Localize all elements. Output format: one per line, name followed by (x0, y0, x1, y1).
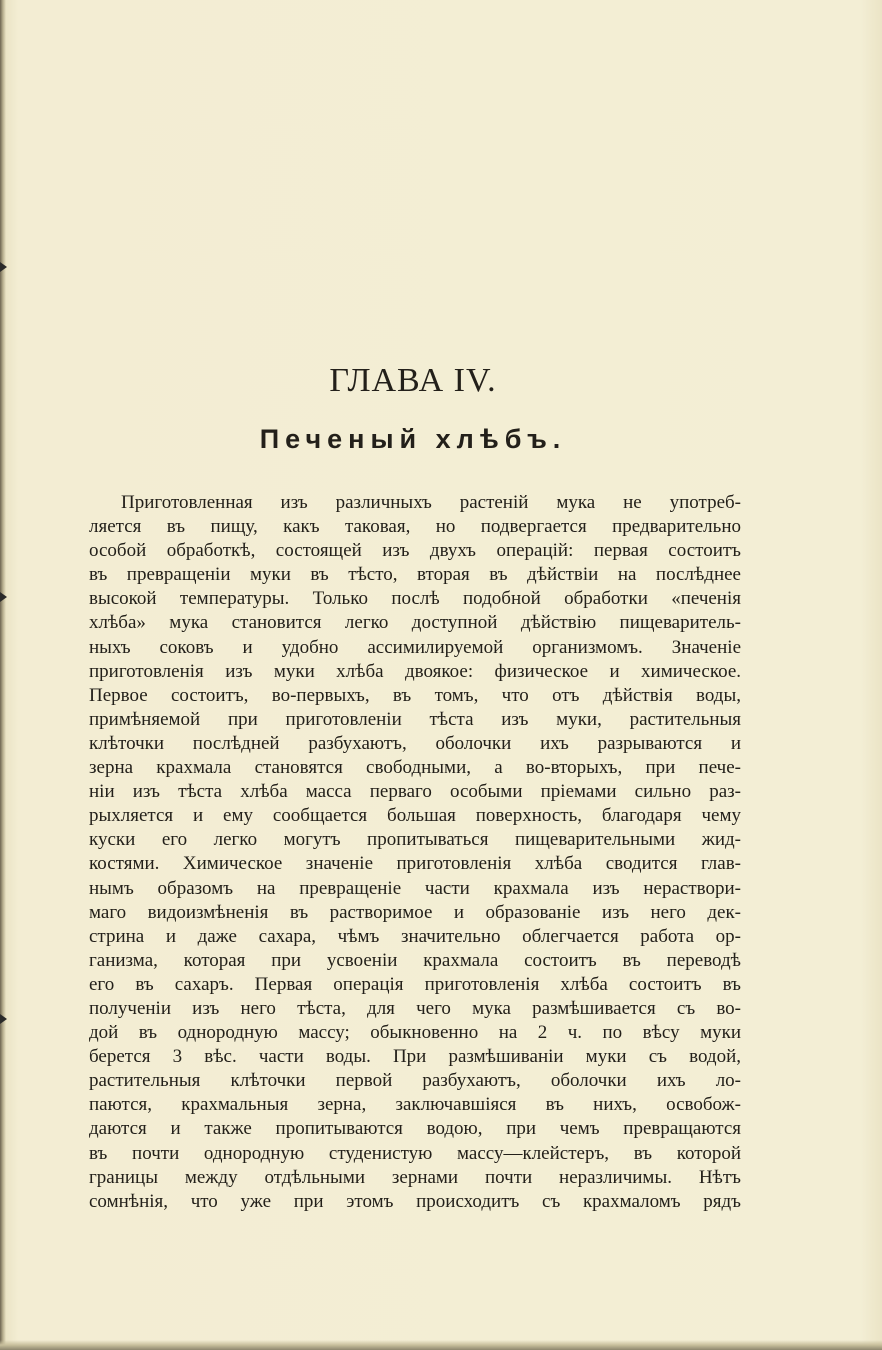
text-line: ныхъ соковъ и удобно ассимилируемой организмомъ. Значеніе (89, 636, 741, 658)
text-line: хлѣба» мука становится легко доступной дѣйствію пищеваритель- (89, 612, 741, 634)
text-line: рыхляется и ему сообщается большая поверхность, благодаря чему (89, 805, 741, 827)
section-title: Печеный хлѣбъ. (259, 424, 567, 454)
text-line: паются, крахмальныя зерна, заключавшіяся въ нихъ, освобож- (89, 1094, 741, 1116)
margin-mark (0, 1014, 7, 1024)
text-line: нымъ образомъ на превращеніе части крахмала изъ нераствори- (89, 877, 741, 899)
text-line: маго видоизмѣненія въ растворимое и образованіе изъ него дек- (89, 901, 741, 923)
text-line: примѣняемой при приготовленіи тѣста изъ муки, растительныя (89, 708, 741, 730)
text-line: приготовленія изъ муки хлѣба двоякое: физическое и химическое. (89, 660, 741, 682)
text-line: костями. Химическое значеніе приготовленія хлѣба сводится глав- (89, 853, 741, 875)
text-line: ніи изъ тѣста хлѣба масса перваго особыми пріемами сильно раз- (89, 781, 741, 803)
text-line: сомнѣнія, что уже при этомъ происходитъ съ крахмаломъ рядъ (89, 1190, 741, 1212)
text-line: Приготовленная изъ различныхъ растеній мука не употреб- (121, 492, 741, 513)
text-line: особой обработкѣ, состоящей изъ двухъ операцій: первая состоитъ (89, 540, 741, 562)
margin-mark (0, 592, 7, 602)
body-text (89, 491, 741, 1214)
text-line: дой въ однородную массу; обыкновенно на 2 ч. по вѣсу муки (89, 1022, 741, 1044)
text-line: полученіи изъ него тѣста, для чего мука размѣшивается съ во- (89, 997, 741, 1019)
text-line: растительныя клѣточки первой разбухаютъ, оболочки ихъ ло- (89, 1070, 741, 1092)
text-line: въ почти однородную студенистую массу—клейстеръ, въ которой (89, 1142, 741, 1164)
text-line: границы между отдѣльными зернами почти неразличимы. Нѣтъ (89, 1166, 741, 1188)
text-line: куски его легко могутъ пропитываться пищеварительными жид- (89, 829, 741, 851)
text-line: стрина и даже сахара, чѣмъ значительно облегчается работа ор- (89, 925, 741, 947)
text-line: клѣточки послѣдней разбухаютъ, оболочки ихъ разрываются и (89, 732, 741, 754)
text-line: Первое состоитъ, во-первыхъ, въ томъ, что отъ дѣйствія воды, (89, 684, 741, 706)
text-line: ганизма, которая при усвоеніи крахмала состоитъ въ переводѣ (89, 949, 741, 971)
chapter-title: ГЛАВА IV. (329, 362, 497, 399)
text-line: даются и также пропитываются водою, при чемъ превращаются (89, 1118, 741, 1140)
text-line: ляется въ пищу, какъ таковая, но подвергается предварительно (89, 516, 741, 538)
text-line: зерна крахмала становятся свободными, а во-вторыхъ, при пече- (89, 757, 741, 779)
text-line: высокой температуры. Только послѣ подобной обработки «печенія (89, 588, 741, 610)
page-bottom-edge (0, 1340, 882, 1350)
page-binding-edge (0, 0, 6, 1350)
text-line: его въ сахаръ. Первая операція приготовленія хлѣба состоитъ въ (89, 973, 741, 995)
margin-mark (0, 262, 7, 272)
text-line: берется 3 вѣс. части воды. При размѣшиваніи муки съ водой, (89, 1046, 741, 1068)
text-line: въ превращеніи муки въ тѣсто, вторая въ дѣйствіи на послѣднее (89, 564, 741, 586)
